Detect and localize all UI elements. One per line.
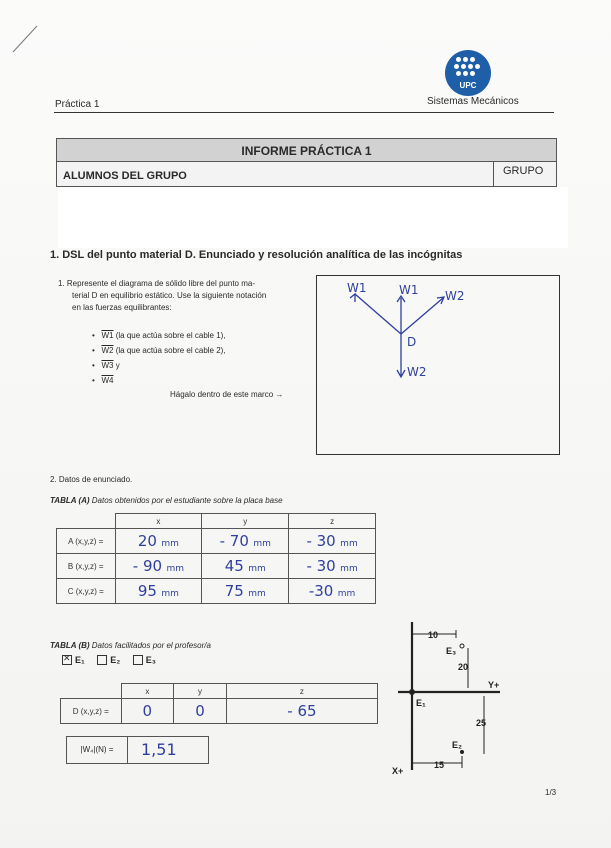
option-group: [62, 655, 156, 666]
checkbox-icon[interactable]: [97, 655, 107, 665]
instruction-line-1: 1. Represente el diagrama de sólido libre del punto ma-: [58, 279, 256, 288]
instruction-line-2: terial D en equilibrio estático. Use la siguiente notación: [72, 291, 267, 300]
e2-label: E₂: [452, 740, 463, 750]
table-row: [57, 529, 376, 554]
col-x: x: [115, 514, 202, 529]
upc-logo: UPC: [445, 50, 491, 96]
cell-value: 20 mm: [115, 529, 202, 554]
dim-20: 20: [458, 662, 469, 672]
cell-value: - 65: [226, 699, 377, 724]
e3-point: [460, 644, 464, 648]
table-b-title: TABLA (B) Datos facilitados por el profesor/a: [50, 641, 211, 650]
e3-label: E₃: [446, 646, 457, 656]
col-x: x: [121, 684, 174, 699]
bullet-w2: • W2 (la que actúa sobre el cable 2),: [92, 346, 226, 355]
group-label: GRUPO: [503, 165, 544, 177]
x-axis-label: X+: [392, 766, 404, 776]
cell-value: 45 mm: [202, 554, 289, 579]
origin-point: [409, 689, 415, 695]
row-label: C (x,y,z) =: [57, 579, 116, 604]
bullet-w3: • W3 y: [92, 361, 120, 370]
cell-value: 95 mm: [115, 579, 202, 604]
sketch-w2: W2: [445, 289, 465, 303]
col-z: z: [226, 684, 377, 699]
table-row: [57, 579, 376, 604]
dim-15: 15: [434, 760, 445, 770]
course-label: Sistemas Mecánicos: [427, 96, 519, 107]
frame-note: Hágalo dentro de este marco →: [170, 390, 284, 399]
option-e2[interactable]: E₂: [97, 655, 120, 665]
option-e3[interactable]: E₃: [133, 655, 156, 665]
e1-label: E₁: [416, 698, 426, 708]
sketch-w1: W1: [347, 281, 367, 295]
dim-10: 10: [428, 630, 439, 640]
checkbox-checked-icon[interactable]: [62, 655, 72, 665]
cell-value: - 30 mm: [289, 529, 376, 554]
cell-value: - 90 mm: [115, 554, 202, 579]
cell-value: -30 mm: [289, 579, 376, 604]
free-body-sketch: [317, 276, 561, 456]
redacted-names: [58, 187, 568, 248]
y-axis-label: Y+: [488, 680, 500, 690]
bullet-w4: • W4: [92, 376, 114, 385]
sketch-w1b: W1: [399, 283, 419, 297]
table-b: [60, 683, 378, 724]
cell-value: - 70 mm: [202, 529, 289, 554]
practice-label: Práctica 1: [55, 99, 100, 110]
pencil-mark: [10, 22, 40, 56]
report-title-bar: [56, 138, 557, 162]
option-e1[interactable]: ✕E₁: [62, 655, 85, 665]
sketch-d: D: [407, 335, 417, 349]
row-label: A (x,y,z) =: [57, 529, 116, 554]
coordinate-diagram: [392, 622, 522, 782]
dsl-frame: [316, 275, 560, 455]
group-separator: [493, 162, 494, 186]
bullet-w1: • W1 (la que actúa sobre el cable 1),: [92, 331, 226, 340]
w4-value: 1,51: [141, 740, 177, 759]
table-a-title: TABLA (A) Datos obtenidos por el estudiante sobre la placa base: [50, 496, 283, 505]
header-rule: [54, 112, 554, 113]
cell-value: 0: [121, 699, 174, 724]
cell-value: 75 mm: [202, 579, 289, 604]
table-row: [61, 699, 378, 724]
row-label: B (x,y,z) =: [57, 554, 116, 579]
row-label: D (x,y,z) =: [61, 699, 122, 724]
section2-heading: 2. Datos de enunciado.: [50, 475, 133, 484]
students-label: ALUMNOS DEL GRUPO: [63, 170, 187, 182]
report-title: INFORME PRÁCTICA 1: [241, 144, 372, 158]
w4-label: |W₄|(N) =: [67, 737, 128, 763]
e2-point: [460, 750, 464, 754]
col-y: y: [202, 514, 289, 529]
w4-box: [66, 736, 209, 764]
cell-value: - 30 mm: [289, 554, 376, 579]
table-a: [56, 513, 376, 604]
dim-25: 25: [476, 718, 487, 728]
cell-value: 0: [174, 699, 227, 724]
instruction-line-3: en las fuerzas equilibrantes:: [72, 303, 172, 312]
col-z: z: [289, 514, 376, 529]
col-y: y: [174, 684, 227, 699]
table-row: [57, 554, 376, 579]
students-row: [56, 161, 557, 187]
page-number: 1/3: [545, 788, 557, 797]
checkbox-icon[interactable]: [133, 655, 143, 665]
section1-heading: 1. DSL del punto material D. Enunciado y resolución analítica de las incógnitas: [50, 249, 463, 261]
sketch-w4: W2: [407, 365, 427, 379]
